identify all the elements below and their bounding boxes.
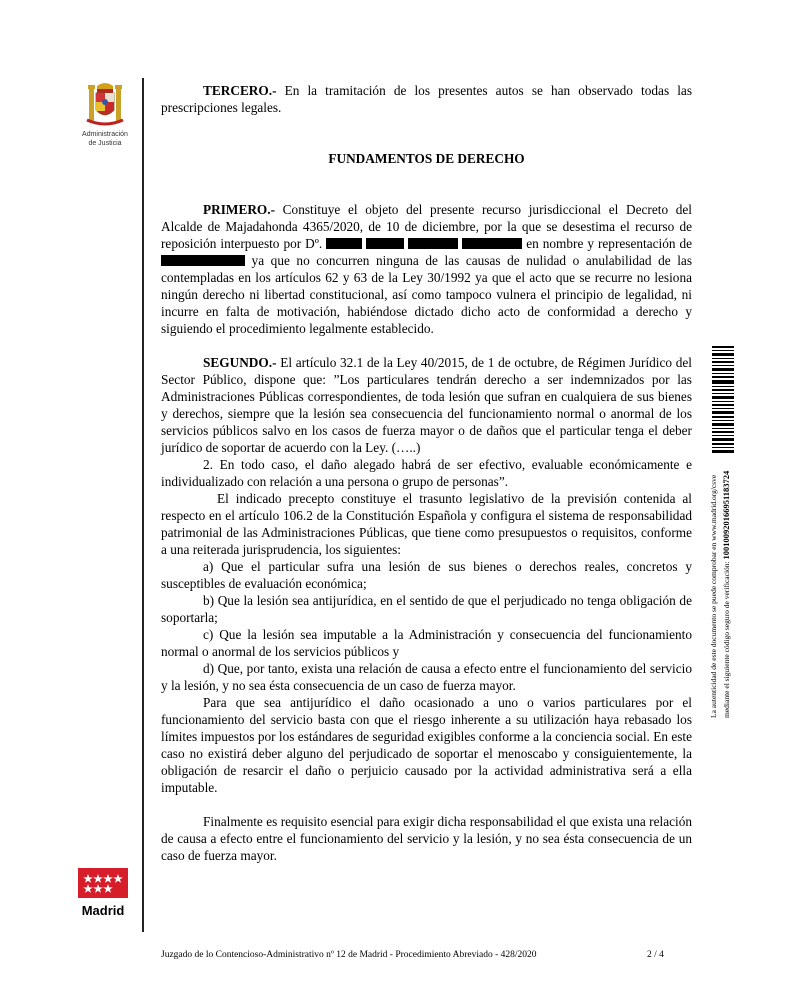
paragraph-segundo-2: 2. En todo caso, el daño alegado habrá de ser efectivo, evaluable económicamente e individualizado con relación a una persona o grupo de personas”. [161,457,692,489]
requirement-b: b) Que la lesión sea antijurídica, en el sentido de que el perjudicado no tenga obligación de soportarla; [161,593,692,625]
coat-of-arms-icon [83,80,127,130]
segundo-text: El artículo 32.1 de la Ley 40/2015, de 1 de octubre, de Régimen Jurídico del Sector Público, dispone que: ”Los particulares tendrán derecho a ser indemnizados por las Administraciones Públicas correspondientes, de toda lesión que sufran en cualquiera de sus bienes y derechos, siempre que la lesión sea consecuencia del funcionamiento normal o anormal de los servicios públicos salvo en los casos de fuerza mayor o de daños que el particular tenga el deber jurídico de soportar de acuerdo con la Ley. (…..) [161,355,692,455]
tercero-label: TERCERO.- [203,83,277,98]
paragraph-primero [161,201,692,337]
document-body [161,82,692,864]
redaction [366,238,404,249]
primero-text-b: en nombre y representación de [522,236,693,251]
page-number: 2 / 4 [647,950,664,960]
paragraph-segundo [161,354,692,456]
redaction [326,238,362,249]
verification-line-2: mediante el siguiente código seguro de verificación: 1001009201669511837​24 [721,470,731,718]
justice-label-2: de Justicia [88,140,122,147]
primero-text-c: ya que no concurren ninguna de las causas de nulidad o anulabilidad de las contempladas en los artículos 62 y 63 de la Ley 30/1992 ya que el acto que se recurre no lesiona ningún derecho ni libertad constitucional, así como tampoco vulnera el principio de legalidad, ni incurre en falta de motivación, habiéndose dictado dicho acto de conformidad a derecho y siguiendo el procedimiento legalmente establecido. [161,253,692,336]
verification-strip [708,346,768,750]
paragraph-tercero [161,82,692,116]
page-footer [161,950,664,960]
requirement-a: a) Que el particular sufra una lesión de sus bienes o derechos reales, concretos y susceptibles de evaluación económica; [161,559,692,591]
paragraph-segundo-4: Para que sea antijurídico el daño ocasionado a uno o varios particulares por el funcionamiento del servicio basta con que el riesgo inherente a su utilización haya rebasado los límites impuestos por los estándares de seguridad exigibles conforme a la conciencia social. En este caso no existirá deber alguno del perjudicado de soportar el menoscabo y consiguientemente, la obligación de resarcir el daño o perjuicio causado por la actividad administrativa será a ella imputable. [161,695,692,795]
redaction [161,255,245,266]
redaction [462,238,522,249]
paragraph-segundo-3: El indicado precepto constituye el trasunto legislativo de la previsión contenida al respecto en el artículo 106.2 de la Constitución Española y configura el sistema de responsabilidad patrimonial de las Administraciones Públicas, que tiene como presupuestos o requisitos, conforme a una reiterada jurisprudencia, los siguientes: [161,491,692,557]
madrid-label: Madrid [81,903,125,918]
primero-label: PRIMERO.- [203,202,276,217]
paragraph-final: Finalmente es requisito esencial para exigir dicha responsabilidad el que exista una relación de causa a efecto entre el funcionamiento del servicio y la lesión, y no sea ésta consecuencia de un caso de fuerza mayor. [161,814,692,863]
justice-label-1: Administración [82,131,128,138]
verification-line-1: La autenticidad de este documento se puede comprobar en www.madrid.org/csve [709,474,718,718]
primero-text-a: Constituye el objeto del presente recurso jurisdiccional el Decreto del Alcalde de Majadahonda 4365/2020, de 10 de diciembre, por la que se desestima el recurso de reposición interpuesto por Dº. [161,202,692,251]
segundo-label: SEGUNDO.- [203,355,277,370]
comunidad-de-madrid-logo [76,868,130,918]
requirement-c: c) Que la lesión sea imputable a la Administración y consecuencia del funcionamiento normal o anormal de los servicios públicos y [161,627,692,659]
section-heading: FUNDAMENTOS DE DERECHO [328,151,525,166]
margin-rule [142,78,144,932]
verification-text [708,314,768,718]
footer-court: Juzgado de lo Contencioso-Administrativo nº 12 de Madrid - Procedimiento Abreviado - 428/2020 [161,950,537,960]
administracion-de-justicia-logo [74,80,136,148]
tercero-text: En la tramitación de los presentes autos se han observado todas las prescripciones legales. [161,83,692,115]
redaction [408,238,458,249]
madrid-flag-icon [78,868,128,898]
requirement-d: d) Que, por tanto, exista una relación de causa a efecto entre el funcionamiento del servicio y la lesión, y no sea ésta consecuencia de un caso de fuerza mayor. [161,661,692,693]
verification-code: 1001009201669511837​24 [721,470,731,560]
